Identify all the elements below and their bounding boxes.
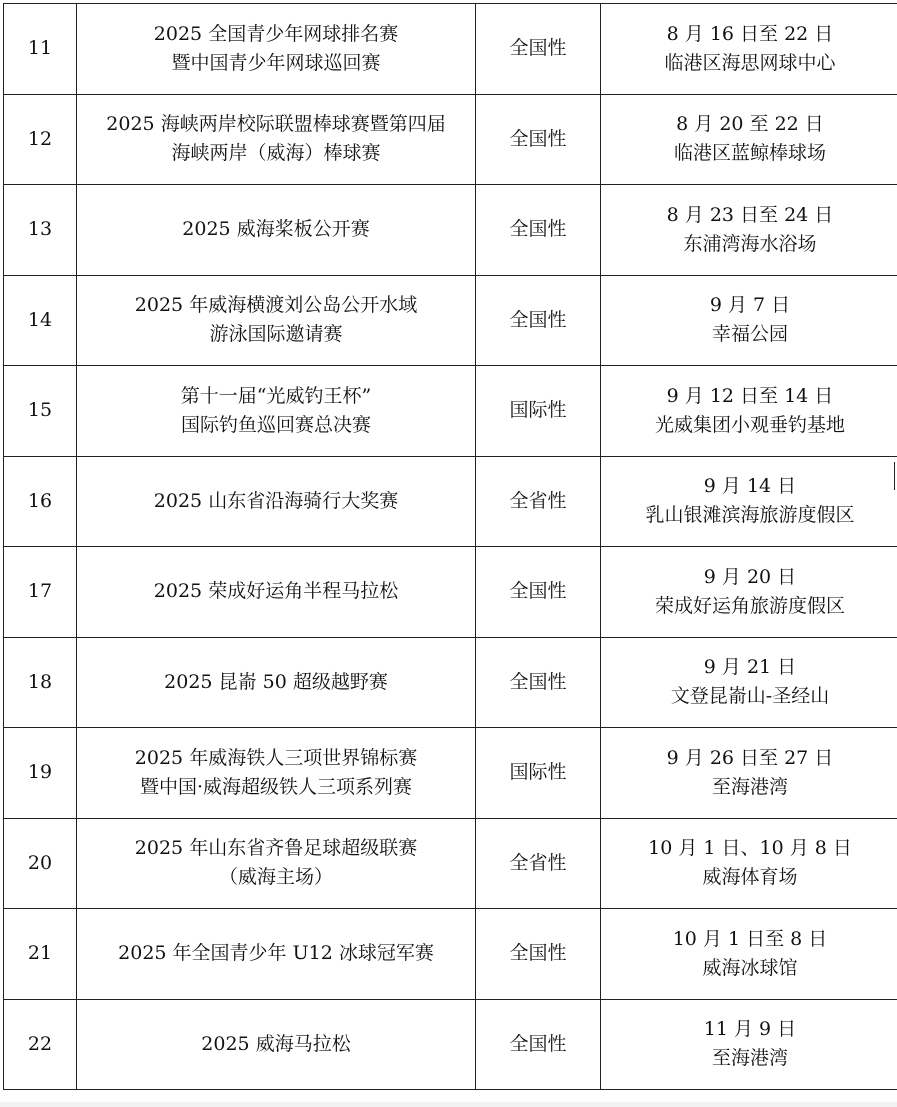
event-name	[77, 185, 476, 276]
event-venue: 至海港湾	[711, 1047, 788, 1070]
event-level: 全国性	[476, 999, 601, 1090]
event-name-line: 2025 全国青少年网球排名赛	[153, 22, 399, 45]
events-table-body	[4, 4, 897, 1090]
event-name	[77, 547, 476, 638]
event-name-line: 海峡两岸（威海）棒球赛	[171, 142, 381, 165]
row-number: 22	[4, 999, 77, 1090]
event-time-venue	[601, 909, 897, 1000]
row-number: 13	[4, 185, 77, 276]
event-date: 11 月 9 日	[703, 1018, 797, 1041]
event-name-line: 暨中国青少年网球巡回赛	[171, 51, 381, 74]
event-date: 9 月 7 日	[709, 294, 791, 317]
event-venue: 临港区蓝鲸棒球场	[673, 142, 826, 165]
event-time-venue	[601, 637, 897, 728]
event-level: 国际性	[476, 366, 601, 457]
event-level: 全国性	[476, 94, 601, 185]
event-venue: 至海港湾	[711, 775, 788, 798]
row-number: 20	[4, 818, 77, 909]
event-time-venue	[601, 4, 897, 95]
event-level: 全省性	[476, 456, 601, 547]
event-date: 9 月 14 日	[703, 475, 797, 498]
event-name-line: 2025 海峡两岸校际联盟棒球赛暨第四届	[106, 113, 446, 136]
event-name	[77, 637, 476, 728]
event-name	[77, 456, 476, 547]
event-venue: 东浦湾海水浴场	[683, 232, 817, 255]
event-level: 全省性	[476, 818, 601, 909]
row-number: 15	[4, 366, 77, 457]
event-time-venue	[601, 999, 897, 1090]
event-level: 全国性	[476, 4, 601, 95]
event-name-line: 2025 荣成好运角半程马拉松	[153, 580, 399, 603]
row-number: 11	[4, 4, 77, 95]
event-date: 8 月 16 日至 22 日	[666, 22, 834, 45]
event-venue: 光威集团小观垂钓基地	[654, 413, 845, 436]
event-name-line: 2025 年威海横渡刘公岛公开水域	[134, 294, 418, 317]
event-date: 8 月 20 至 22 日	[676, 113, 824, 136]
event-time-venue	[601, 818, 897, 909]
event-time-venue	[601, 185, 897, 276]
event-name	[77, 909, 476, 1000]
row-number: 19	[4, 728, 77, 819]
event-name	[77, 366, 476, 457]
event-name-line: 暨中国·威海超级铁人三项系列赛	[139, 775, 413, 798]
table-row	[4, 94, 897, 185]
row-number: 21	[4, 909, 77, 1000]
event-time-venue	[601, 456, 897, 547]
page-edge-mark	[894, 462, 895, 490]
events-table	[3, 3, 897, 1090]
event-time-venue	[601, 728, 897, 819]
event-time-venue	[601, 366, 897, 457]
table-row	[4, 999, 897, 1090]
table-row	[4, 275, 897, 366]
row-number: 12	[4, 94, 77, 185]
event-date: 9 月 12 日至 14 日	[666, 384, 834, 407]
row-number: 18	[4, 637, 77, 728]
event-level: 全国性	[476, 909, 601, 1000]
event-name-line: 2025 山东省沿海骑行大奖赛	[153, 489, 399, 512]
event-name-line: 2025 威海桨板公开赛	[182, 218, 370, 241]
row-number: 16	[4, 456, 77, 547]
event-venue: 文登昆嵛山-圣经山	[670, 685, 830, 708]
event-date: 9 月 20 日	[703, 565, 797, 588]
event-level: 国际性	[476, 728, 601, 819]
event-name-line: （威海主场）	[218, 866, 333, 889]
event-venue: 威海体育场	[702, 866, 798, 889]
event-name-line: 2025 年威海铁人三项世界锦标赛	[134, 746, 418, 769]
event-name-line: 2025 昆嵛 50 超级越野赛	[164, 670, 388, 693]
event-time-venue	[601, 94, 897, 185]
event-venue: 临港区海思网球中心	[664, 51, 836, 74]
event-date: 9 月 21 日	[703, 656, 797, 679]
event-name-line: 2025 年山东省齐鲁足球超级联赛	[134, 837, 418, 860]
table-row	[4, 4, 897, 95]
event-date: 8 月 23 日至 24 日	[666, 203, 834, 226]
table-row	[4, 909, 897, 1000]
event-name	[77, 275, 476, 366]
event-name	[77, 999, 476, 1090]
table-row	[4, 547, 897, 638]
event-venue: 乳山银滩滨海旅游度假区	[645, 504, 855, 527]
event-venue: 幸福公园	[711, 323, 788, 346]
event-name-line: 国际钓鱼巡回赛总决赛	[180, 413, 371, 436]
event-name	[77, 728, 476, 819]
page-bottom-strip	[0, 1102, 897, 1107]
row-number: 17	[4, 547, 77, 638]
event-date: 10 月 1 日至 8 日	[672, 927, 828, 950]
event-name	[77, 94, 476, 185]
table-row	[4, 366, 897, 457]
event-level: 全国性	[476, 275, 601, 366]
event-venue: 威海冰球馆	[702, 956, 798, 979]
event-date: 10 月 1 日、10 月 8 日	[648, 837, 852, 860]
event-name-line: 2025 年全国青少年 U12 冰球冠军赛	[118, 942, 434, 965]
event-date: 9 月 26 日至 27 日	[666, 746, 834, 769]
row-number: 14	[4, 275, 77, 366]
table-row	[4, 728, 897, 819]
event-time-venue	[601, 547, 897, 638]
event-venue: 荣成好运角旅游度假区	[654, 594, 845, 617]
event-name-line: 2025 威海马拉松	[201, 1032, 351, 1055]
table-row	[4, 456, 897, 547]
event-name	[77, 818, 476, 909]
table-row	[4, 185, 897, 276]
table-row	[4, 818, 897, 909]
event-level: 全国性	[476, 185, 601, 276]
event-level: 全国性	[476, 637, 601, 728]
event-name-line: 游泳国际邀请赛	[209, 323, 343, 346]
event-name	[77, 4, 476, 95]
event-time-venue	[601, 275, 897, 366]
event-name-line: 第十一届“光威钓王杯”	[180, 384, 372, 407]
table-row	[4, 637, 897, 728]
event-level: 全国性	[476, 547, 601, 638]
